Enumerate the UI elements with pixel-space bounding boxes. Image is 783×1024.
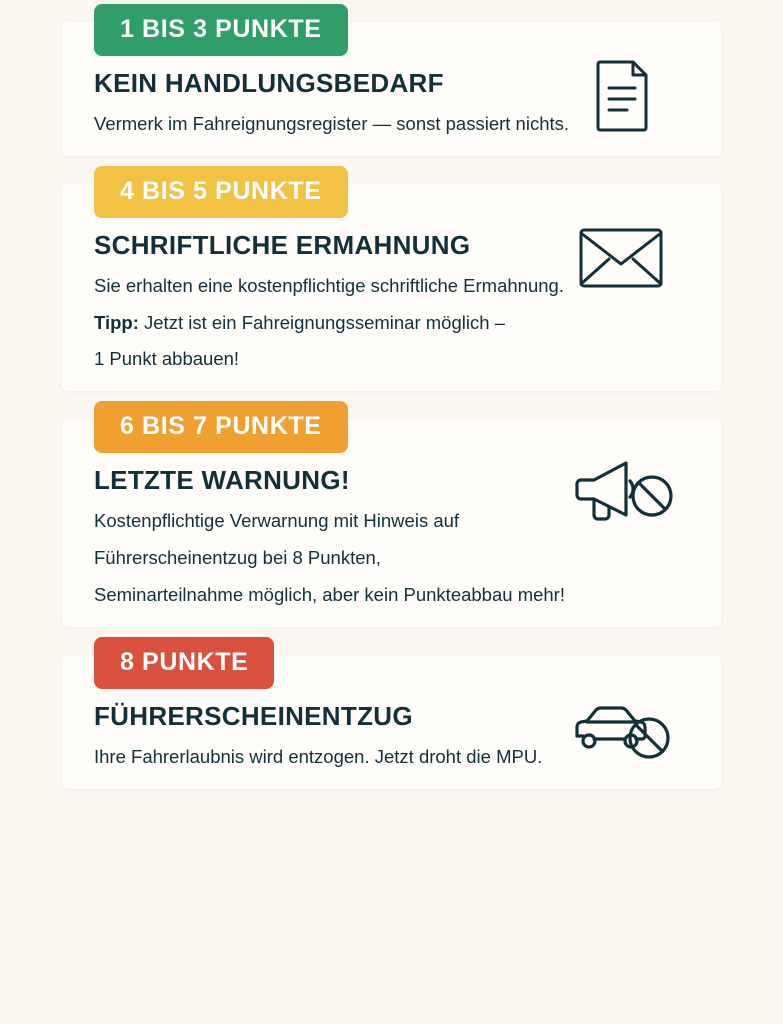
envelope-icon bbox=[567, 214, 675, 300]
points-card-3 bbox=[62, 412, 721, 626]
points-card-4 bbox=[62, 647, 721, 789]
points-card-2 bbox=[62, 176, 721, 391]
points-card-line-tip bbox=[94, 310, 687, 337]
megaphone-no-icon bbox=[567, 449, 675, 535]
points-card-title-3: LETZTE WARNUNG! bbox=[94, 465, 350, 496]
points-card-title-2: SCHRIFTLICHE ERMAHNUNG bbox=[94, 229, 471, 260]
points-card-title-1: KEIN HANDLUNGSBEDARF bbox=[94, 68, 444, 98]
points-badge-3: 6 BIS 7 PUNKTE bbox=[94, 401, 348, 453]
points-badge-2: 4 BIS 5 PUNKTE bbox=[94, 166, 348, 218]
points-badge-4: 8 PUNKTE bbox=[94, 637, 274, 689]
points-badge-1: 1 BIS 3 PUNKTE bbox=[94, 4, 348, 56]
points-card-line: Führerscheinentzug bei 8 Punkten, bbox=[94, 547, 381, 569]
points-card-line: Ihre Fahrerlaubnis wird entzogen. Jetzt droht die MPU. bbox=[94, 745, 543, 767]
points-card-line: Sie erhalten eine kostenpflichtige schriftliche Ermahnung. bbox=[94, 274, 564, 296]
tip-label: Tipp: bbox=[94, 311, 139, 333]
points-card-line: Kostenpflichtige Verwarnung mit Hinweis auf bbox=[94, 510, 460, 532]
points-card-line: Vermerk im Fahreignungsregister — sonst passiert nichts. bbox=[94, 113, 570, 134]
points-card-line: 1 Punkt abbauen! bbox=[94, 348, 240, 370]
points-card-line: Seminarteilnahme möglich, aber kein Punkteabbau mehr! bbox=[94, 583, 565, 605]
points-card-title-4: FÜHRERSCHEINENTZUG bbox=[94, 700, 413, 731]
tip-text: Jetzt ist ein Fahreignungsseminar möglich – bbox=[138, 311, 505, 333]
document-icon bbox=[567, 52, 675, 138]
car-no-icon bbox=[567, 685, 675, 771]
points-card-1 bbox=[62, 15, 721, 156]
